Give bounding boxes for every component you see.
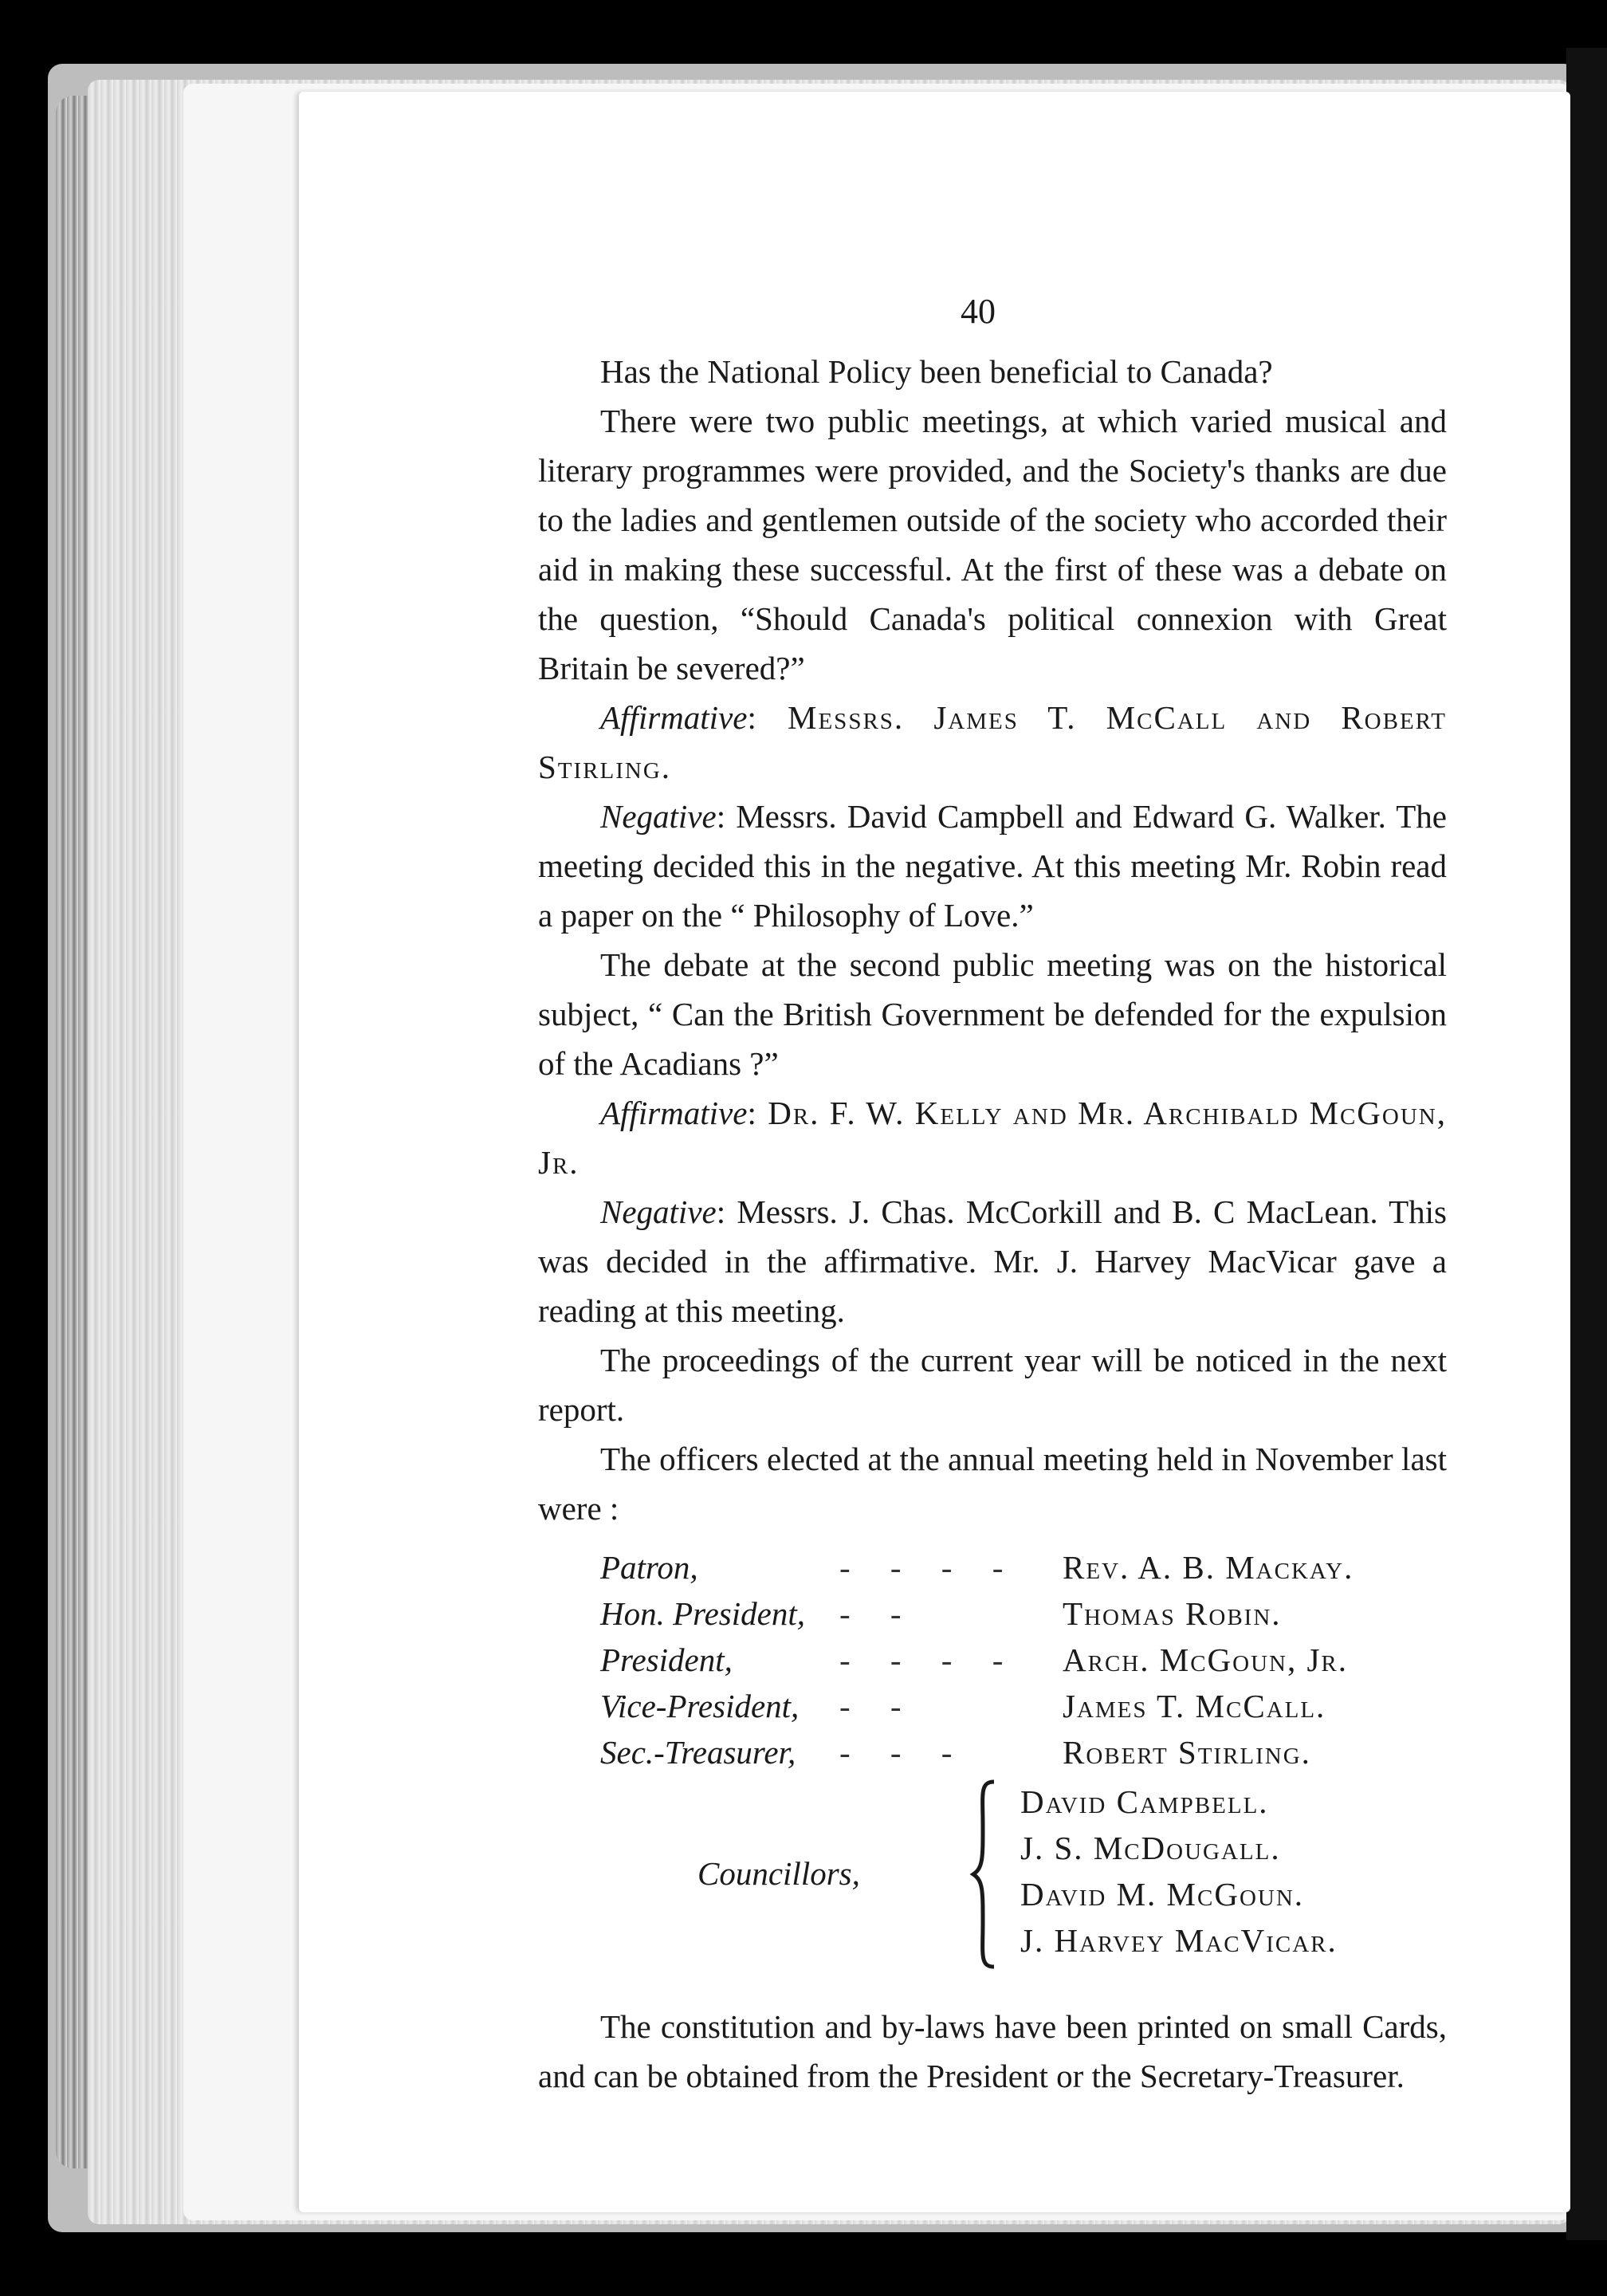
officer-title: Patron, — [600, 1549, 698, 1586]
page-content — [538, 347, 1447, 2101]
negative-label-2: Negative — [600, 1193, 717, 1230]
officer-title: Sec.-Treasurer, — [600, 1734, 796, 1771]
councillor-name: J. Harvey MacVicar. — [1020, 1922, 1338, 1959]
book-spine — [1566, 48, 1607, 2240]
negative-text-2: : Messrs. J. Chas. McCorkill and B. C MacLean. This was decided in the affirmative. Mr. J. Harvey MacVicar gave a reading at this meeting. — [538, 1193, 1447, 1329]
curly-brace-icon — [969, 1779, 1000, 1970]
officer-row — [538, 1637, 1447, 1683]
councillor-name: J. S. McDougall. — [1020, 1830, 1281, 1866]
negative-text: : Messrs. David Campbell and Edward G. Walker. The meeting decided this in the negative. At this meeting Mr. Robin read a paper on the “ Philosophy of Love.” — [538, 798, 1447, 934]
councillors-names — [1020, 1779, 1338, 1964]
paragraph-negative-2 — [538, 1187, 1447, 1335]
councillors-label: Councillors, — [697, 1855, 860, 1892]
officer-dashes: - - — [839, 1688, 917, 1724]
paragraph-second-debate: The debate at the second public meeting was on the historical subject, “ Can the British Government be defended for the expulsion of the Acadians ?” — [538, 946, 1447, 1082]
officer-title: Hon. President, — [600, 1595, 805, 1632]
officer-dashes: - - — [839, 1595, 917, 1632]
paragraph-question: Has the National Policy been beneficial to Canada? — [600, 353, 1273, 390]
affirmative-label-2: Affirmative — [600, 1095, 748, 1131]
paragraph-affirmative-2 — [538, 1088, 1447, 1187]
officer-name: Arch. McGoun, Jr. — [1063, 1641, 1349, 1678]
paragraph-proceedings: The proceedings of the current year will be noticed in the next report. — [538, 1342, 1447, 1428]
affirmative-label: Affirmative — [600, 699, 748, 736]
paragraph-constitution: The constitution and by-laws have been printed on small Cards, and can be obtained from the President or the Secretary-Treasurer. — [538, 2008, 1447, 2094]
officer-row — [538, 1729, 1447, 1775]
paragraph-affirmative-1 — [538, 693, 1447, 792]
officer-dashes: - - - — [839, 1734, 969, 1771]
paragraph-officers-intro: The officers elected at the annual meeting held in November last were : — [538, 1441, 1447, 1527]
book-page — [299, 92, 1570, 2212]
councillor-name: David Campbell. — [1020, 1783, 1269, 1820]
paragraph-negative-1 — [538, 792, 1447, 940]
page-number: 40 — [961, 292, 996, 331]
officer-title: Vice-President, — [600, 1688, 800, 1724]
officer-dashes: - - - - — [839, 1549, 1020, 1586]
officer-row — [538, 1590, 1447, 1637]
officer-name: Robert Stirling. — [1063, 1734, 1311, 1771]
councillors-block — [538, 1779, 1447, 1970]
officer-name: Rev. A. B. Mackay. — [1063, 1549, 1354, 1586]
affirmative-text-2: : Dr. F. W. Kelly and Mr. Archibald McGoun, Jr. — [538, 1095, 1447, 1181]
officer-title: President, — [600, 1641, 733, 1678]
negative-label: Negative — [600, 798, 717, 835]
officer-dashes: - - - - — [839, 1641, 1020, 1678]
officer-row — [538, 1544, 1447, 1590]
affirmative-text: : Messrs. James T. McCall and Robert Stirling. — [538, 699, 1447, 785]
officer-name: Thomas Robin. — [1063, 1595, 1282, 1632]
officer-name: James T. McCall. — [1063, 1688, 1326, 1724]
councillor-name: David M. McGoun. — [1020, 1876, 1305, 1913]
officers-list — [538, 1544, 1447, 1970]
officer-row — [538, 1683, 1447, 1729]
paragraph-public-meetings: There were two public meetings, at which varied musical and literary programmes were provided, and the Society's thanks are due to the ladies and gentlemen outside of the society who accorded their aid in making these successful. At the first of these was a debate on the question, “Should Canada's political connexion with Great Britain be severed?” — [538, 403, 1447, 686]
